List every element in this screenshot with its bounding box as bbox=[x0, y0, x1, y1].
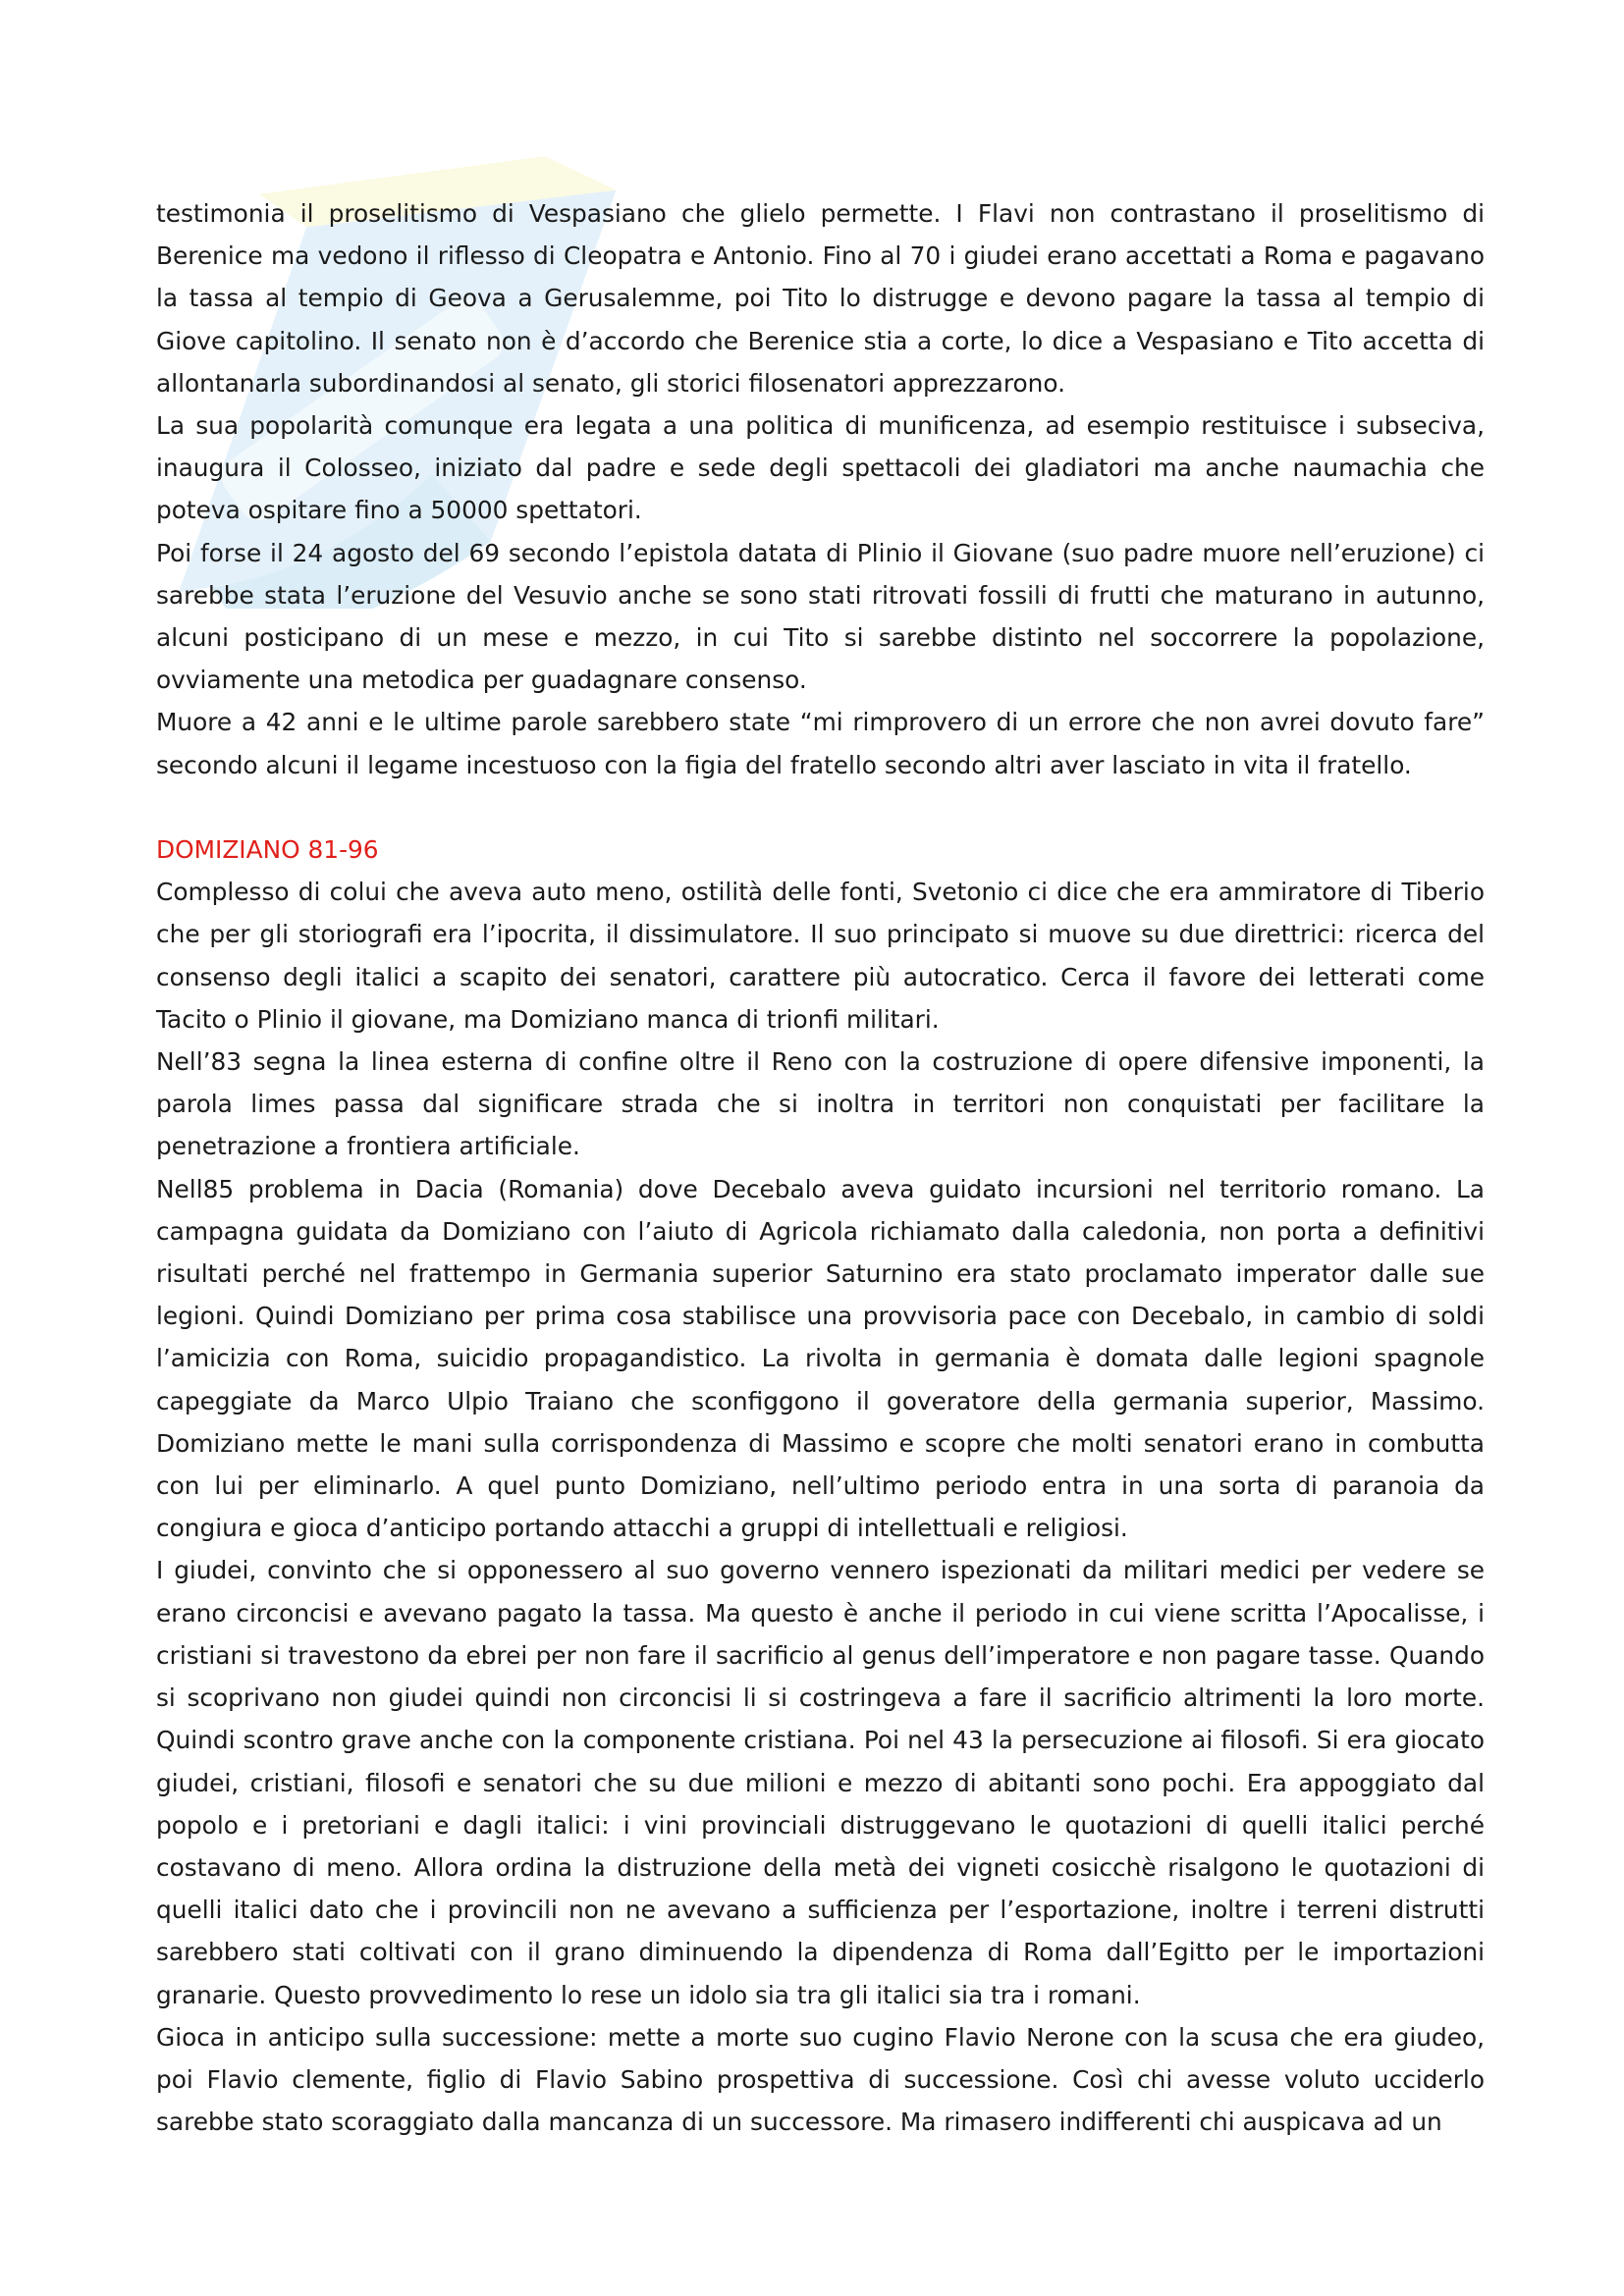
paragraph: Complesso di colui che aveva auto meno, ostilità delle fonti, Svetonio ci dice che era ammiratore di Tiberio che per gli storiografi era l’ipocrita, il dissimulatore. Il suo principato si muove su due direttrici: ricerca del consenso degli italici a scapito dei senatori, carattere più autocratico. Cerca il favore dei letterati come Tacito o Plinio il giovane, ma Domiziano manca di trionfi militari. bbox=[156, 878, 1485, 1034]
document-body bbox=[156, 192, 1485, 2143]
section-spacer bbox=[156, 786, 1485, 828]
paragraph: La sua popolarità comunque era legata a una politica di munificenza, ad esempio restituisce i subseciva, inaugura il Colosseo, iniziato dal padre e sede degli spettacoli dei gladiatori ma anche naumachia che poteva ospitare fino a 50000 spettatori. bbox=[156, 411, 1485, 525]
paragraph: Nell’83 segna la linea esterna di confine oltre il Reno con la costruzione di opere difensive imponenti, la parola limes passa dal significare strada che si inoltra in territori non conquistati per facilitare la penetrazione a frontiera artificiale. bbox=[156, 1047, 1485, 1161]
paragraph: Nell85 problema in Dacia (Romania) dove Decebalo aveva guidato incursioni nel territorio romano. La campagna guidata da Domiziano con l’aiuto di Agricola richiamato dalla caledonia, non porta a definitivi risultati perché nel frattempo in Germania superior Saturnino era stato proclamato imperator dalle sue legioni. Quindi Domiziano per prima cosa stabilisce una provvisoria pace con Decebalo, in cambio di soldi l’amicizia con Roma, suicidio propagandistico. La rivolta in germania è domata dalle legioni spagnole capeggiate da Marco Ulpio Traiano che sconfiggono il goveratore della germania superior, Massimo. Domiziano mette le mani sulla corrispondenza di Massimo e scopre che molti senatori erano in combutta con lui per eliminarlo. A quel punto Domiziano, nell’ultimo periodo entra in una sorta di paranoia da congiura e gioca d’anticipo portando attacchi a gruppi di intellettuali e religiosi. bbox=[156, 1174, 1485, 1543]
paragraph: Muore a 42 anni e le ultime parole sarebbero state “mi rimprovero di un errore che non avrei dovuto fare” secondo alcuni il legame incestuoso con la figia del fratello secondo altri aver lasciato in vita il fratello. bbox=[156, 708, 1485, 779]
paragraph: testimonia il proselitismo di Vespasiano che glielo permette. I Flavi non contrastano il proselitismo di Berenice ma vedono il riflesso di Cleopatra e Antonio. Fino al 70 i giudei erano accettati a Roma e pagavano la tassa al tempio di Geova a Gerusalemme, poi Tito lo distrugge e devono pagare la tassa al tempio di Giove capitolino. Il senato non è d’accordo che Berenice stia a corte, lo dice a Vespasiano e Tito accetta di allontanarla subordinandosi al senato, gli storici filosenatori apprezzarono. bbox=[156, 199, 1485, 398]
paragraph: I giudei, convinto che si opponessero al suo governo vennero ispezionati da militari medici per vedere se erano circoncisi e avevano pagato la tassa. Ma questo è anche il periodo in cui viene scritta l’Apocalisse, i cristiani si travestono da ebrei per non fare il sacrificio al genus dell’imperatore e non pagare tasse. Quando si scoprivano non giudei quindi non circoncisi li si costringeva a fare il sacrificio altrimenti la loro morte. Quindi scontro grave anche con la componente cristiana. Poi nel 43 la persecuzione ai filosofi. Si era giocato giudei, cristiani, filosofi e senatori che su due milioni e mezzo di abitanti sono pochi. Era appoggiato dal popolo e i pretoriani e dagli italici: i vini provinciali distruggevano le quotazioni di quelli italici perché costavano di meno. Allora ordina la distruzione della metà dei vigneti cosicchè risalgono le quotazioni di quelli italici dato che i provincili non ne avevano a sufficienza per l’esportazione, inoltre i terreni distrutti sarebbero stati coltivati con il grano diminuendo la dipendenza di Roma dall’Egitto per le importazioni granarie. Questo provvedimento lo rese un idolo sia tra gli italici sia tra i romani. bbox=[156, 1556, 1485, 2009]
section-heading: DOMIZIANO 81-96 bbox=[156, 835, 379, 865]
paragraph: Poi forse il 24 agosto del 69 secondo l’epistola datata di Plinio il Giovane (suo padre muore nell’eruzione) ci sarebbe stata l’eruzione del Vesuvio anche se sono stati ritrovati fossili di frutti che maturano in autunno, alcuni posticipano di un mese e mezzo, in cui Tito si sarebbe distinto nel soccorrere la popolazione, ovviamente una metodica per guadagnare consenso. bbox=[156, 538, 1485, 695]
paragraph: Gioca in anticipo sulla successione: mette a morte suo cugino Flavio Nerone con la scusa che era giudeo, poi Flavio clemente, figlio di Flavio Sabino prospettiva di successione. Così chi avesse voluto ucciderlo sarebbe stato scoraggiato dalla mancanza di un successore. Ma rimasero indifferenti chi auspicava ad un bbox=[156, 2022, 1485, 2137]
